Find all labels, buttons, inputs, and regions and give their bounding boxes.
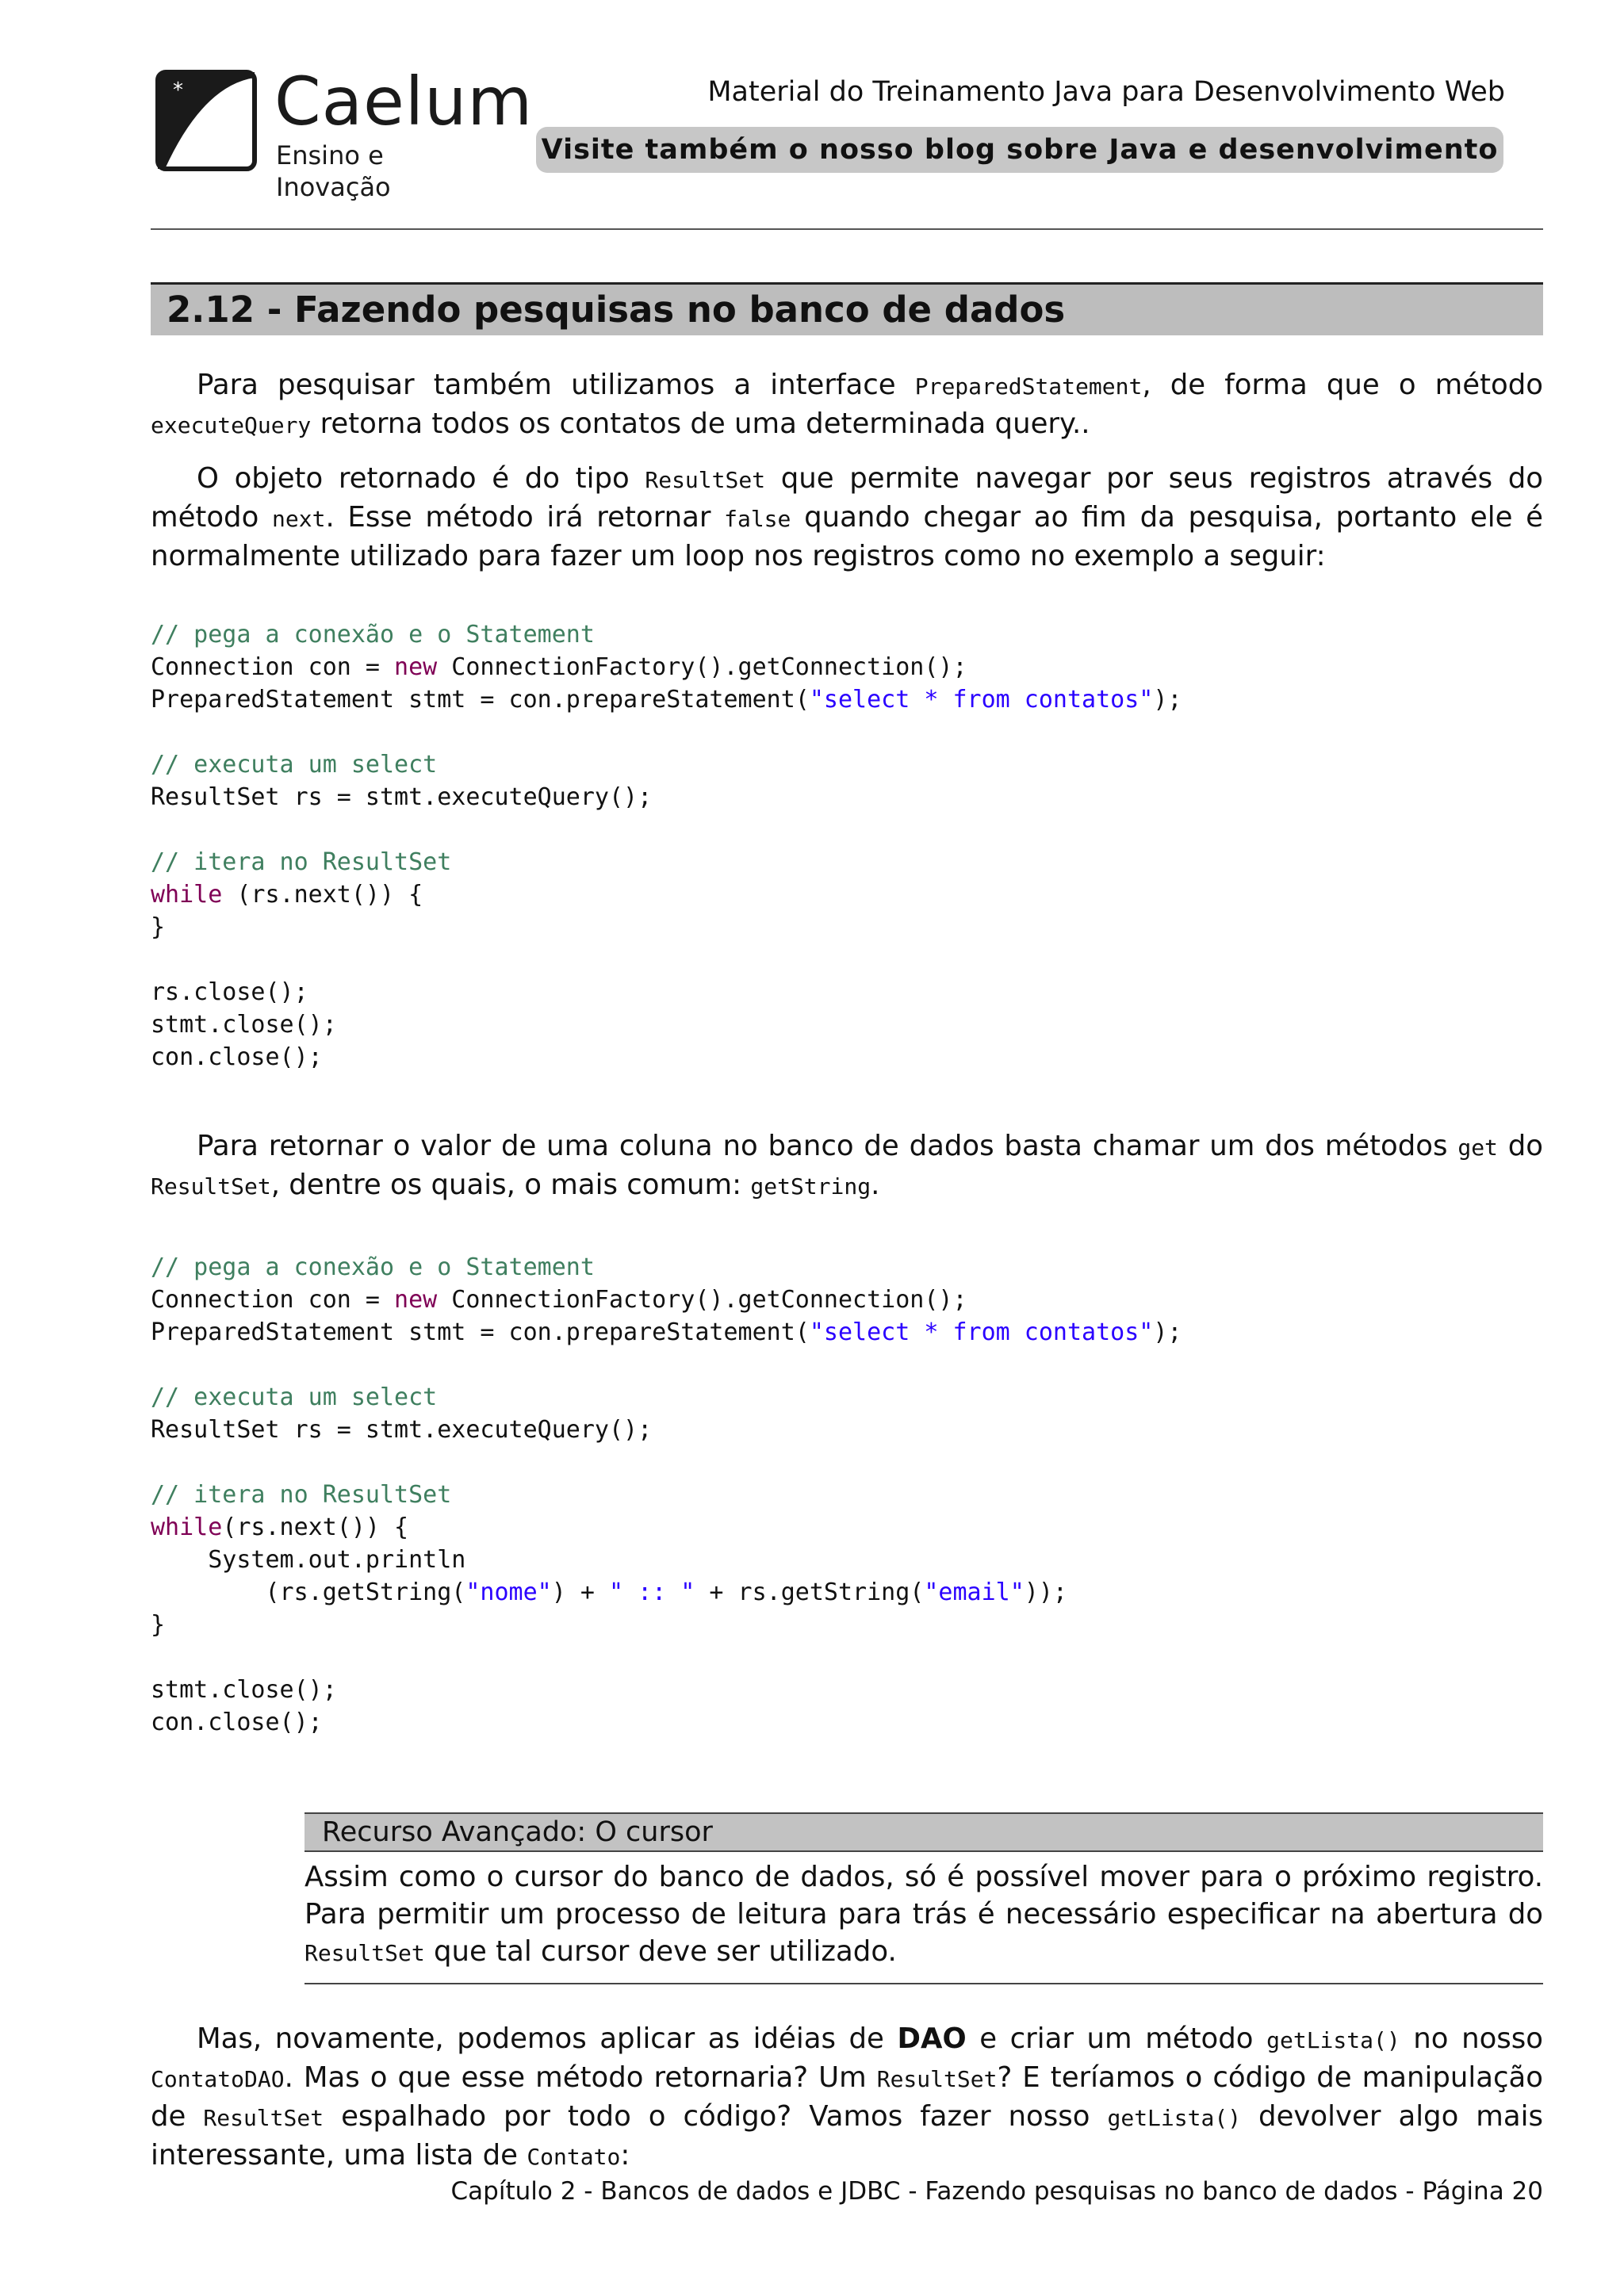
caelum-logo: [155, 63, 534, 202]
code-line: Connection con = new ConnectionFactory().getConnection();: [151, 1286, 967, 1314]
code-inline: ContatoDAO: [151, 2066, 285, 2092]
advanced-feature-body: Assim como o cursor do banco de dados, só é possível mover para o próximo registro. Para permitir um processo de leitura para trás é necessário especificar na abertura do ResultSet que tal cursor deve ser utilizado.: [304, 1852, 1543, 1984]
caelum-logo-icon: [155, 70, 257, 171]
code-blank-line: [151, 716, 1543, 748]
code-blank-line: [151, 1446, 1543, 1479]
material-title: Material do Treinamento Java para Desenvolvimento Web: [707, 76, 1505, 108]
code-line: while(rs.next()) {: [151, 1513, 409, 1541]
bold-term: DAO: [897, 2022, 967, 2055]
code-line: (rs.getString("nome") + " :: " + rs.getString("email"));: [151, 1578, 1067, 1606]
paragraph-dao: Mas, novamente, podemos aplicar as idéias de DAO e criar um método getLista() no nosso ContatoDAO. Mas o que esse método retornaria? Um ResultSet? E teríamos o código de manipulação de ResultSet espalhado por todo o código? Vamos fazer nosso getLista() devolver algo mais interessante, uma lista de Contato:: [151, 2022, 1544, 2172]
code-blank-line: [151, 943, 1543, 976]
code-inline: Contato: [527, 2144, 621, 2170]
code-blank-line: [151, 1641, 1543, 1674]
code-inline: ResultSet: [151, 1173, 271, 1200]
code-line: Connection con = new ConnectionFactory().getConnection();: [151, 653, 967, 681]
logo-name: Caelum: [274, 63, 534, 140]
code-line: con.close();: [151, 1043, 323, 1071]
code-inline: PreparedStatement: [914, 373, 1143, 400]
code-blank-line: [151, 813, 1543, 846]
code-line: // itera no ResultSet: [151, 848, 452, 876]
code-block-2: [151, 1251, 1543, 1739]
code-line: // pega a conexão e o Statement: [151, 621, 595, 649]
code-inline: getLista(): [1266, 2027, 1400, 2053]
code-line: // executa um select: [151, 1383, 438, 1411]
logo-tagline: Ensino e Inovação: [276, 140, 391, 202]
code-line: stmt.close();: [151, 1676, 337, 1704]
code-inline: ResultSet: [304, 1940, 425, 1966]
code-inline: get: [1457, 1135, 1498, 1161]
blog-banner[interactable]: Visite também o nosso blog sobre Java e desenvolvimento: [536, 127, 1503, 173]
code-inline: false: [724, 506, 791, 532]
section-title: 2.12 - Fazendo pesquisas no banco de dados: [167, 289, 1066, 331]
code-line: // pega a conexão e o Statement: [151, 1253, 595, 1281]
paragraph-getstring: Para retornar o valor de uma coluna no banco de dados basta chamar um dos métodos get do ResultSet, dentre os quais, o mais comum: getString.: [151, 1130, 1543, 1201]
code-line: // itera no ResultSet: [151, 1481, 452, 1509]
code-inline: ResultSet: [203, 2105, 324, 2131]
code-line: rs.close();: [151, 978, 308, 1006]
page-footer: Capítulo 2 - Bancos de dados e JDBC - Fazendo pesquisas no banco de dados - Página 20: [450, 2177, 1543, 2206]
paragraph-resultset: O objeto retornado é do tipo ResultSet que permite navegar por seus registros através do método next. Esse método irá retornar false quando chegar ao fim da pesquisa, portanto ele é normalmente utilizado para fazer um loop nos registros como no exemplo a seguir:: [151, 462, 1543, 572]
code-inline: getString: [750, 1173, 871, 1200]
code-inline: getLista(): [1107, 2105, 1242, 2131]
code-line: PreparedStatement stmt = con.prepareStatement("select * from contatos");: [151, 686, 1182, 714]
code-line: ResultSet rs = stmt.executeQuery();: [151, 783, 653, 811]
section-heading: [151, 282, 1543, 335]
code-inline: next: [272, 506, 326, 532]
advanced-feature-title: Recurso Avançado: O cursor: [304, 1812, 1543, 1852]
code-blank-line: [151, 1349, 1543, 1381]
advanced-feature-box: [304, 1812, 1543, 1984]
code-line: // executa um select: [151, 751, 438, 779]
svg-text:*: *: [173, 78, 183, 102]
code-line: while (rs.next()) {: [151, 881, 423, 909]
header-divider: [151, 228, 1543, 230]
code-line: System.out.println: [151, 1546, 466, 1574]
code-line: }: [151, 1611, 166, 1639]
code-inline: ResultSet: [876, 2066, 998, 2092]
code-line: ResultSet rs = stmt.executeQuery();: [151, 1416, 653, 1444]
paragraph-intro: Para pesquisar também utilizamos a interface PreparedStatement, de forma que o método executeQuery retorna todos os contatos de uma determinada query..: [151, 369, 1543, 440]
code-line: }: [151, 913, 166, 941]
code-inline: executeQuery: [151, 412, 312, 438]
code-block-1: [151, 618, 1543, 1073]
code-inline: ResultSet: [645, 467, 766, 493]
code-line: PreparedStatement stmt = con.prepareStatement("select * from contatos");: [151, 1318, 1182, 1346]
code-line: stmt.close();: [151, 1011, 337, 1039]
code-line: con.close();: [151, 1709, 323, 1736]
